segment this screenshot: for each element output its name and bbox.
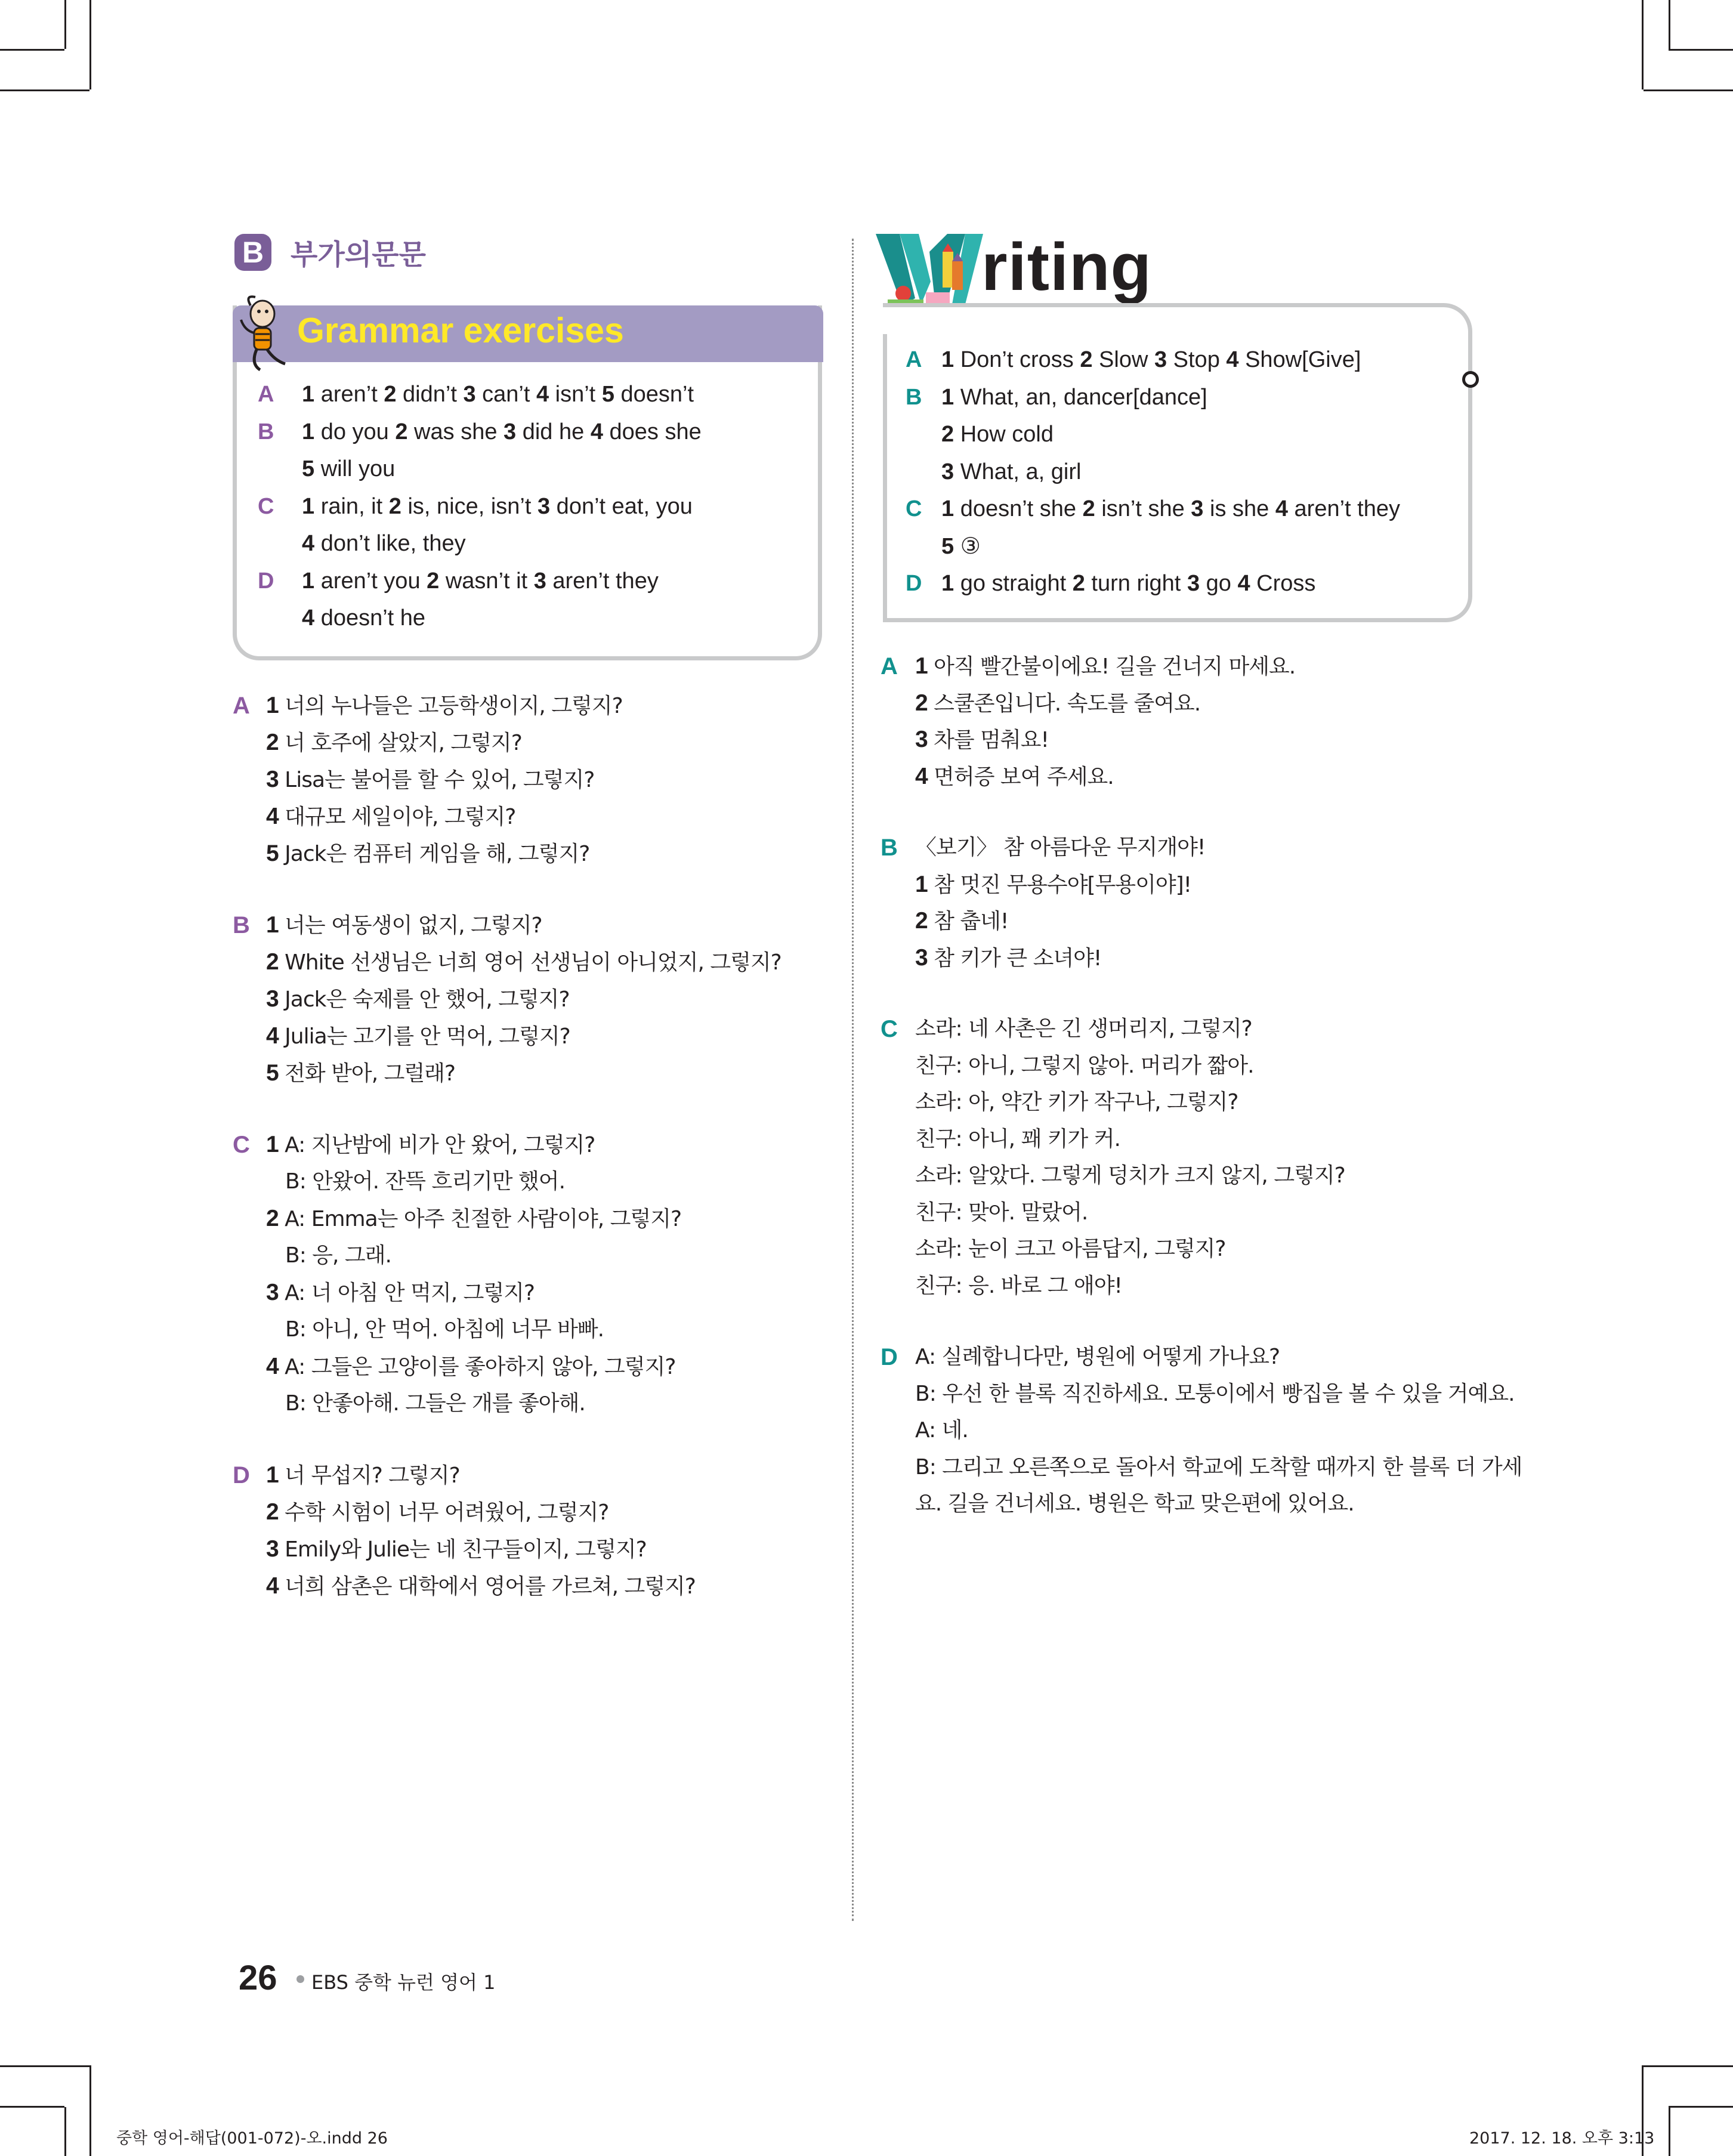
- answer-label: A: [906, 347, 922, 372]
- item-number: 5: [941, 533, 954, 559]
- item-number: 3: [266, 1280, 279, 1305]
- translation-line: [266, 835, 589, 873]
- item-number: 3: [266, 986, 279, 1012]
- item-number: 2: [1082, 496, 1095, 521]
- answer-line: [941, 565, 1315, 602]
- crop-mark: [0, 2106, 64, 2108]
- item-number: 4: [915, 763, 928, 789]
- item-answer: can’t: [475, 382, 530, 407]
- item-number: 3: [915, 727, 928, 752]
- translation-line: [915, 1084, 1238, 1121]
- answer-line: [941, 490, 1400, 527]
- translation-text: White 선생님은 너희 영어 선생님이 아니었지, 그렇지?: [285, 950, 781, 975]
- answer-line: [302, 488, 693, 525]
- item-number: 1: [915, 871, 928, 897]
- translation-text: B: 응, 그래.: [285, 1243, 391, 1268]
- answer-line: [302, 450, 395, 487]
- translation-text: 참 춥네!: [934, 909, 1009, 934]
- translation-text: Emily와 Julie는 네 친구들이지, 그렇지?: [285, 1537, 647, 1562]
- translation-text: A: 실례합니다만, 병원에 어떻게 가나요?: [915, 1345, 1280, 1369]
- item-answer: Stop: [1167, 347, 1220, 372]
- answer-line: [941, 379, 1207, 416]
- answer-line: [302, 413, 702, 450]
- item-answer: How cold: [954, 422, 1054, 447]
- translation-line: [285, 1237, 391, 1274]
- answer-line: [941, 416, 1054, 453]
- translation-line: [915, 829, 1205, 866]
- translation-line: [915, 940, 1101, 977]
- item-answer: aren’t they: [1287, 496, 1400, 521]
- item-number: 1: [266, 912, 279, 938]
- item-number: 5: [302, 456, 315, 481]
- answer-line: [941, 453, 1081, 490]
- section-badge: B: [234, 234, 271, 271]
- crop-mark: [1644, 89, 1733, 91]
- translation-line: [285, 1385, 585, 1422]
- answer-line: [302, 525, 466, 562]
- translation-line: [915, 1121, 1120, 1158]
- translation-text: 수학 시험이 너무 어려웠어, 그렇지?: [285, 1500, 609, 1525]
- item-answer: doesn’t: [614, 382, 694, 407]
- translation-text: 소라: 눈이 크고 아름답지, 그렇지?: [915, 1237, 1226, 1261]
- answer-line: [941, 528, 981, 565]
- item-number: 1: [302, 493, 315, 519]
- translation-line: [915, 903, 1008, 940]
- item-number: 3: [503, 419, 517, 444]
- item-answer: did he: [516, 419, 585, 444]
- item-number: 2: [941, 422, 954, 447]
- translation-text: 대규모 세일이야, 그렇지?: [285, 805, 516, 829]
- translation-line: [266, 1200, 681, 1238]
- item-number: 3: [537, 493, 551, 519]
- item-number: 3: [266, 767, 279, 792]
- translation-line: [266, 1568, 696, 1605]
- item-number: 3: [941, 459, 954, 484]
- book-title: EBS 중학 뉴런 영어 1: [311, 1971, 496, 1994]
- item-number: 3: [1154, 347, 1167, 372]
- item-number: 2: [1072, 571, 1085, 596]
- translation-line: [915, 1485, 1354, 1522]
- translation-text: A: 네.: [915, 1418, 968, 1443]
- translation-line: [266, 1457, 460, 1494]
- item-answer: What, an, dancer[dance]: [954, 384, 1207, 410]
- translation-line: [915, 1376, 1515, 1413]
- item-answer: does she: [603, 419, 702, 444]
- item-number: 3: [463, 382, 476, 407]
- answer-label: C: [906, 496, 922, 521]
- item-answer: go straight: [954, 571, 1067, 596]
- item-answer: doesn’t she: [954, 496, 1077, 521]
- translation-text: B: 안왔어. 잔뜩 흐리기만 했어.: [285, 1169, 566, 1194]
- item-number: 2: [1080, 347, 1093, 372]
- translation-text: A: 그들은 고양이를 좋아하지 않아, 그렇지?: [285, 1355, 676, 1379]
- item-number: 1: [266, 693, 279, 718]
- answer-label: B: [906, 384, 922, 410]
- item-number: 1: [266, 1132, 279, 1157]
- item-number: 4: [590, 419, 603, 444]
- item-number: 2: [266, 949, 279, 975]
- item-number: 4: [266, 804, 279, 829]
- item-answer: Don’t cross: [954, 347, 1074, 372]
- item-number: 5: [601, 382, 614, 407]
- translation-text: 너희 삼촌은 대학에서 영어를 가르쳐, 그렇지?: [285, 1574, 696, 1599]
- item-answer: aren’t you: [314, 568, 421, 594]
- item-answer: turn right: [1085, 571, 1181, 596]
- writing-w-logo-icon: [876, 228, 991, 311]
- item-number: 4: [1226, 347, 1239, 372]
- item-answer: isn’t: [549, 382, 596, 407]
- item-answer: go: [1200, 571, 1231, 596]
- item-number: 1: [915, 653, 928, 679]
- item-number: 1: [941, 347, 954, 372]
- column-divider: [852, 239, 854, 1921]
- translation-text: 참 멋진 무용수야[무용이야]!: [934, 872, 1192, 897]
- translation-line: [915, 1157, 1345, 1194]
- translation-text: 너 무섭지? 그렇지?: [285, 1463, 460, 1488]
- item-answer: is, nice, isn’t: [401, 493, 532, 519]
- item-answer: aren’t: [314, 382, 378, 407]
- section-title: 부가의문문: [291, 239, 427, 271]
- item-number: 2: [427, 568, 440, 594]
- translation-text: 친구: 응. 바로 그 애야!: [915, 1273, 1122, 1298]
- item-number: 4: [1237, 571, 1250, 596]
- translation-text: 전화 받아, 그럴래?: [285, 1061, 456, 1086]
- item-number: 4: [266, 1354, 279, 1379]
- translation-text: 아직 빨간불이에요! 길을 건너지 마세요.: [934, 654, 1296, 679]
- translation-line: [266, 761, 594, 799]
- item-answer: is she: [1203, 496, 1269, 521]
- translation-line: [915, 685, 1200, 722]
- item-answer: aren’t they: [546, 568, 659, 594]
- translation-text: B: 안좋아해. 그들은 개를 좋아해.: [285, 1391, 585, 1416]
- translation-text: 소라: 아, 약간 키가 작구나, 그렇지?: [915, 1090, 1238, 1114]
- crop-mark: [0, 2065, 89, 2067]
- item-answer: was she: [407, 419, 498, 444]
- item-answer: Show[Give]: [1238, 347, 1361, 372]
- item-answer: didn’t: [396, 382, 457, 407]
- translation-line: [266, 1348, 675, 1386]
- item-number: 3: [1191, 496, 1204, 521]
- translation-text: 〈보기〉 참 아름다운 무지개야!: [915, 835, 1206, 860]
- translation-text: 소라: 네 사촌은 긴 생머리지, 그렇지?: [915, 1017, 1252, 1041]
- item-number: 3: [1187, 571, 1200, 596]
- translation-label: D: [233, 1462, 250, 1488]
- translation-line: [915, 1449, 1522, 1486]
- item-number: 1: [266, 1462, 279, 1488]
- item-number: 4: [266, 1573, 279, 1599]
- translation-line: [266, 1018, 570, 1055]
- item-answer: isn’t she: [1095, 496, 1185, 521]
- translation-line: [266, 944, 781, 981]
- translation-line: [266, 724, 522, 762]
- item-number: 2: [384, 382, 397, 407]
- answer-label: A: [258, 382, 274, 407]
- item-number: 3: [266, 1536, 279, 1562]
- translation-text: 친구: 아니, 그렇지 않아. 머리가 짧아.: [915, 1053, 1254, 1078]
- item-number: 1: [302, 568, 315, 594]
- item-answer: ③: [954, 533, 981, 559]
- translation-line: [915, 866, 1191, 904]
- translation-line: [285, 1163, 565, 1200]
- translation-line: [266, 1531, 647, 1568]
- translation-text: A: 너 아침 안 먹지, 그렇지?: [285, 1281, 535, 1305]
- item-answer: don’t like, they: [314, 531, 466, 556]
- answer-line: [302, 600, 425, 637]
- translation-text: Jack은 숙제를 안 했어, 그렇지?: [285, 987, 570, 1012]
- translation-text: A: Emma는 아주 친절한 사람이야, 그렇지?: [285, 1207, 682, 1231]
- translation-text: Lisa는 불어를 할 수 있어, 그렇지?: [285, 768, 595, 792]
- item-number: 2: [395, 419, 408, 444]
- translation-line: [915, 1268, 1122, 1305]
- translation-line: [915, 1011, 1252, 1048]
- crop-mark: [0, 89, 89, 91]
- item-number: 3: [915, 944, 928, 971]
- translation-line: [266, 798, 515, 836]
- translation-text: B: 그리고 오른쪽으로 돌아서 학교에 도착할 때까지 한 블록 더 가세: [915, 1454, 1522, 1479]
- item-answer: What, a, girl: [954, 459, 1082, 484]
- writing-box-dot-icon: [1462, 371, 1479, 388]
- item-number: 1: [302, 419, 315, 444]
- item-number: 2: [388, 493, 401, 519]
- crop-mark: [0, 49, 64, 51]
- translation-text: Jack은 컴퓨터 게임을 해, 그렇지?: [285, 842, 590, 866]
- translation-text: 차를 멈춰요!: [934, 728, 1049, 752]
- crop-mark: [1644, 2065, 1733, 2067]
- item-number: 2: [266, 1499, 279, 1525]
- translation-text: 소라: 알았다. 그렇게 덩치가 크지 않지, 그렇지?: [915, 1163, 1345, 1188]
- answer-line: [302, 376, 694, 413]
- item-number: 1: [302, 382, 315, 407]
- crop-mark: [64, 2107, 66, 2156]
- translation-label: D: [881, 1344, 898, 1370]
- item-number: 1: [941, 496, 954, 521]
- item-answer: don’t eat, you: [550, 493, 693, 519]
- item-answer: do you: [314, 419, 389, 444]
- file-name: 중학 영어-해답(001-072)-오.indd 26: [116, 2129, 388, 2148]
- translation-line: [266, 687, 623, 725]
- translation-text: 참 키가 큰 소녀야!: [934, 946, 1102, 971]
- crop-mark: [1669, 0, 1670, 49]
- translation-text: 너의 누나들은 고등학생이지, 그렇지?: [285, 694, 623, 718]
- item-number: 2: [266, 1206, 279, 1231]
- crop-mark: [1669, 2106, 1733, 2108]
- translation-text: A: 지난밤에 비가 안 왔어, 그렇지?: [285, 1133, 595, 1157]
- translation-text: 스쿨존입니다. 속도를 줄여요.: [934, 691, 1201, 716]
- translation-line: [285, 1311, 604, 1348]
- translation-line: [266, 907, 542, 944]
- translation-text: Julia는 고기를 안 먹어, 그렇지?: [285, 1024, 570, 1049]
- item-number: 2: [915, 690, 928, 716]
- translation-label: B: [233, 912, 250, 938]
- item-answer: Slow: [1092, 347, 1148, 372]
- item-number: 5: [266, 1060, 279, 1086]
- translation-line: [266, 981, 570, 1018]
- translation-line: [915, 758, 1114, 796]
- crop-mark: [64, 0, 66, 49]
- translation-label: A: [233, 693, 250, 719]
- translation-line: [915, 1412, 968, 1449]
- grammar-title: Grammar exercises: [297, 311, 624, 350]
- translation-line: [266, 1126, 595, 1164]
- item-number: 4: [536, 382, 549, 407]
- crop-mark: [89, 0, 91, 89]
- translation-text: 요. 길을 건너세요. 병원은 학교 맞은편에 있어요.: [915, 1491, 1354, 1516]
- bullet-icon: [296, 1975, 304, 1983]
- translation-line: [915, 648, 1295, 685]
- item-answer: rain, it: [314, 493, 383, 519]
- translation-text: B: 아니, 안 먹어. 아침에 너무 바빠.: [285, 1317, 604, 1342]
- translation-label: C: [881, 1016, 898, 1042]
- answer-line: [302, 563, 659, 600]
- mascot-icon: [233, 294, 298, 374]
- item-number: 5: [266, 841, 279, 866]
- page-number: 26: [239, 1959, 277, 1997]
- crop-mark: [1669, 49, 1733, 51]
- crop-mark: [89, 2065, 91, 2156]
- translation-text: B: 우선 한 블록 직진하세요. 모퉁이에서 빵집을 볼 수 있을 거예요.: [915, 1381, 1515, 1406]
- writing-title: riting: [981, 230, 1152, 304]
- translation-label: A: [881, 653, 898, 679]
- item-answer: wasn’t it: [439, 568, 528, 594]
- item-number: 3: [533, 568, 546, 594]
- item-number: 2: [915, 908, 928, 934]
- translation-line: [915, 1194, 1088, 1231]
- item-answer: will you: [314, 456, 396, 481]
- translation-label: C: [233, 1132, 250, 1158]
- translation-text: 너는 여동생이 없지, 그렇지?: [285, 913, 542, 938]
- crop-mark: [1642, 0, 1644, 89]
- answer-label: D: [906, 571, 922, 596]
- translation-text: 친구: 아니, 꽤 키가 커.: [915, 1126, 1120, 1151]
- translation-text: 너 호주에 살았지, 그렇지?: [285, 731, 522, 755]
- answer-label: D: [258, 568, 274, 594]
- item-answer: doesn’t he: [314, 606, 426, 631]
- item-number: 2: [266, 730, 279, 755]
- item-number: 4: [1275, 496, 1288, 521]
- translation-line: [915, 1048, 1254, 1085]
- crop-mark: [1669, 2107, 1670, 2156]
- answer-label: B: [258, 419, 274, 444]
- translation-text: 면허증 보여 주세요.: [934, 764, 1114, 789]
- translation-label: B: [881, 835, 898, 861]
- item-number: 4: [302, 531, 315, 556]
- item-number: 4: [302, 606, 315, 631]
- translation-line: [915, 721, 1049, 759]
- item-number: 1: [941, 384, 954, 410]
- translation-line: [266, 1055, 455, 1092]
- item-number: 4: [266, 1023, 279, 1049]
- item-number: 1: [941, 571, 954, 596]
- answer-label: C: [258, 493, 274, 519]
- print-timestamp: 2017. 12. 18. 오후 3:13: [1469, 2129, 1655, 2148]
- writing-box-edge: [883, 334, 887, 622]
- translation-text: 친구: 맞아. 말랐어.: [915, 1200, 1088, 1225]
- answer-line: [941, 341, 1361, 378]
- translation-line: [266, 1274, 535, 1312]
- translation-line: [915, 1339, 1280, 1376]
- translation-line: [915, 1231, 1226, 1268]
- translation-line: [266, 1494, 608, 1531]
- item-answer: Cross: [1250, 571, 1316, 596]
